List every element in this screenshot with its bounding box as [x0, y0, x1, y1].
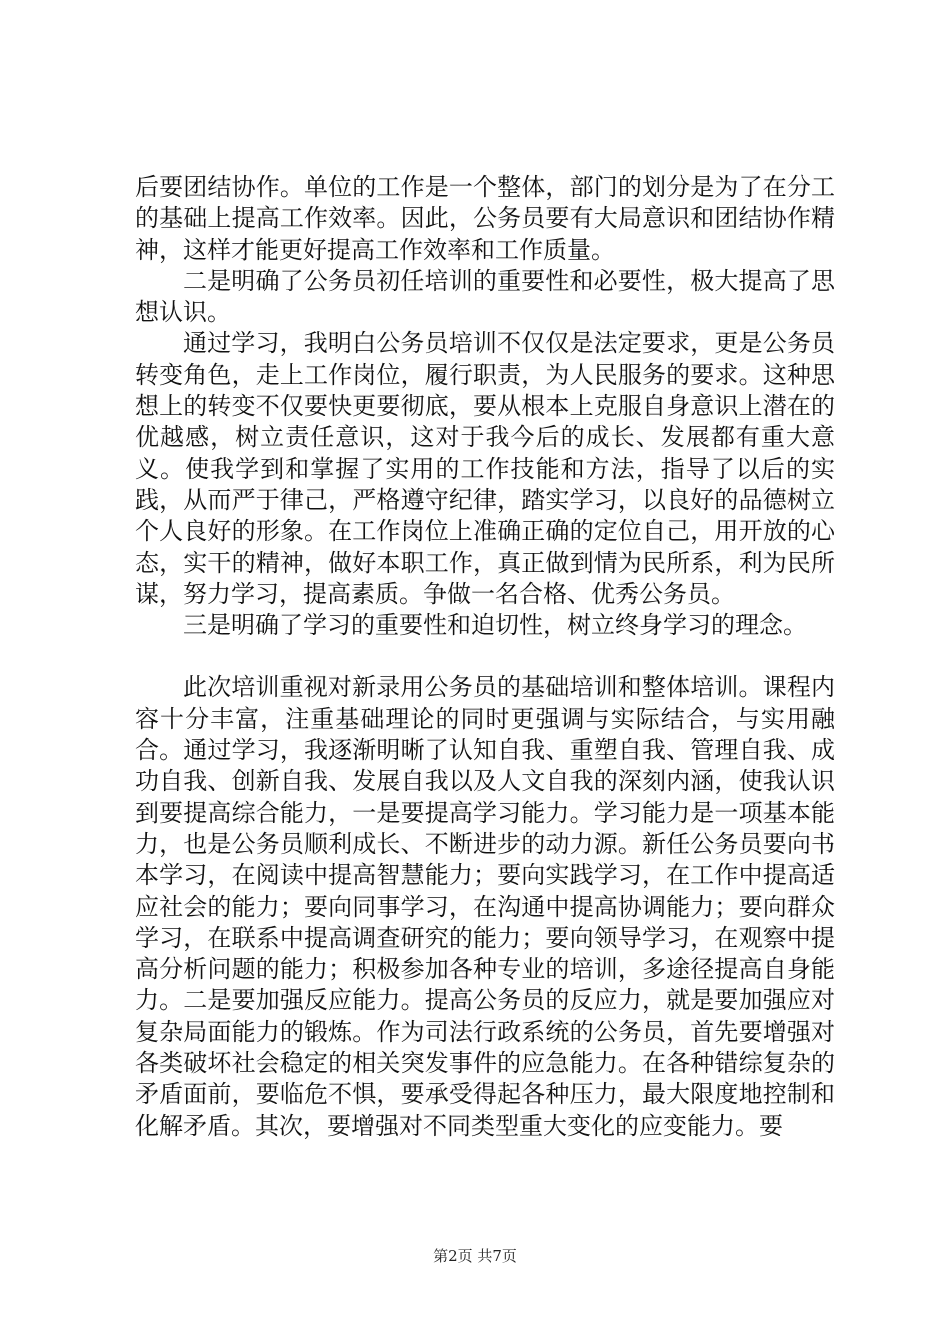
paragraph-spacer	[135, 641, 835, 672]
paragraph-point-three: 三是明确了学习的重要性和迫切性，树立终身学习的理念。	[183, 611, 807, 640]
paragraph-point-two: 二是明确了公务员初任培训的重要性和必要性，极大提高了思想认识。	[135, 266, 835, 327]
paragraph-training-content: 此次培训重视对新录用公务员的基础培训和整体培训。课程内容十分丰富，注重基础理论的同时更强调与实际结合，与实用融合。通过学习，我逐渐明晰了认知自我、重塑自我、管理自我、成功自我、创新自我、发展自我以及人文自我的深刻内涵，使我认识到要提高综合能力，一是要提高学习能力。学习能力是一项基本能力，也是公务员顺利成长、不断进步的动力源。新任公务员要向书本学习，在阅读中提高智慧能力；要向实践学习，在工作中提高适应社会的能力；要向同事学习，在沟通中提高协调能力；要向群众学习，在联系中提高调查研究的能力；要向领导学习，在观察中提高分析问题的能力；积极参加各种专业的培训，多途径提高自身能力。二是要加强反应能力。提高公务员的反应力，就是要加强应对复杂局面能力的锻炼。作为司法行政系统的公务员，首先要增强对各类破坏社会稳定的相关突发事件的应急能力。在各种错综复杂的矛盾面前，要临危不惧，要承受得起各种压力，最大限度地控制和化解矛盾。其次，要增强对不同类型重大变化的应变能力。要	[135, 673, 835, 1140]
paragraph-continuation: 后要团结协作。单位的工作是一个整体，部门的划分是为了在分工的基础上提高工作效率。因此，公务员要有大局意识和团结协作精神，这样才能更好提高工作效率和工作质量。	[135, 173, 835, 264]
document-body	[135, 172, 835, 1142]
paragraph-learning-reflection: 通过学习，我明白公务员培训不仅仅是法定要求，更是公务员转变角色，走上工作岗位，履行职责，为人民服务的要求。这种思想上的转变不仅要快更要彻底，要从根本上克服自身意识上潜在的优越感，树立责任意识，这对于我今后的成长、发展都有重大意义。使我学到和掌握了实用的工作技能和方法，指导了以后的实践，从而严于律己，严格遵守纪律，踏实学习，以良好的品德树立个人良好的形象。在工作岗位上准确正确的定位自己，用开放的心态，实干的精神，做好本职工作，真正做到情为民所系，利为民所谋，努力学习，提高素质。争做一名合格、优秀公务员。	[135, 329, 835, 608]
page-number-footer: 第2页 共7页	[433, 1247, 517, 1265]
